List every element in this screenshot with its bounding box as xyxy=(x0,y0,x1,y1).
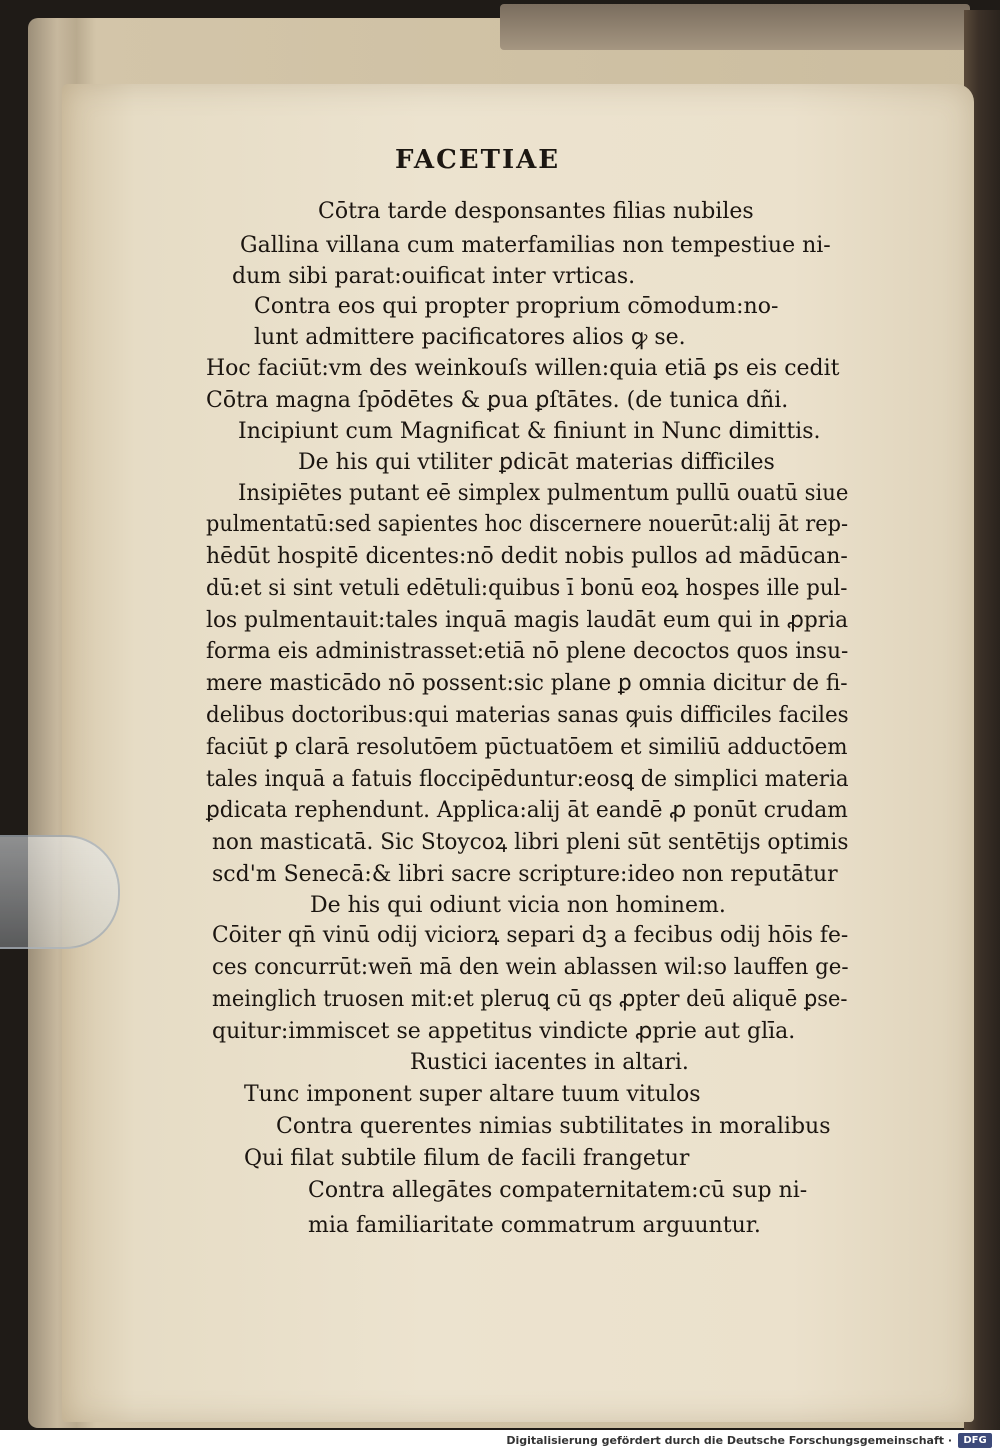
text-line: Cōiter qn̄ vinū odij viciorꝝ separi dꝫ a fecibus odij hōis fe- xyxy=(212,923,849,948)
text-line: hēdūt hospitē dicentes:nō dedit nobis pullos ad mādūcan- xyxy=(206,544,848,569)
text-line: ꝑdicata rephendunt. Applica:alij āt eandē ꝓ ponūt crudam xyxy=(206,798,848,823)
text-line: Hoc faciūt:vm des weinkouſs willen:quia etiā ꝑs eis cedit xyxy=(206,356,840,381)
text-line: Contra eos qui propter proprium cōmodum:no- xyxy=(254,294,779,319)
book-top-edge xyxy=(500,4,970,50)
page-clip xyxy=(0,835,120,949)
text-line: De his qui vtiliter ꝑdicāt materias difficiles xyxy=(298,450,775,475)
dfg-logo: DFG xyxy=(958,1433,992,1448)
text-line: delibus doctoribus:qui materias sanas ꝙuis difficiles faciles xyxy=(206,703,849,728)
text-line: los pulmentauit:tales inquā magis laudāt eum qui in ꝓpria xyxy=(206,608,849,633)
text-line: Cōtra magna ſpōdētes & ꝑua ꝑſtātes. (de tunica dñi. xyxy=(206,388,789,413)
text-line: mia familiaritate commatrum arguuntur. xyxy=(308,1213,761,1238)
text-line: Insipiētes putant eē simplex pulmentum pullū ouatū siue xyxy=(238,481,849,506)
text-line: De his qui odiunt vicia non hominem. xyxy=(310,893,726,918)
text-line: dū:et si sint vetuli edētuli:quibus ī bonū eoꝝ hospes ille pul- xyxy=(206,576,848,601)
text-line: Qui filat subtile filum de facili frangetur xyxy=(244,1146,690,1171)
text-line: quitur:immiscet se appetitus vindicte ꝓprie aut glīa. xyxy=(212,1019,796,1044)
text-line: mere masticādo nō possent:sic plane ꝑ omnia dicitur de fi- xyxy=(206,671,848,696)
text-line: Contra allegātes compaternitatem:cū sup ni- xyxy=(308,1178,808,1203)
text-line: meinglich truosen mit:et pleruꝗ cū qs ꝓpter deū aliquē ꝑse- xyxy=(212,987,848,1012)
funding-notice: Digitalisierung gefördert durch die Deutsche Forschungsgemeinschaft · xyxy=(506,1434,952,1447)
text-line: Gallina villana cum materfamilias non tempestiue ni- xyxy=(240,233,831,258)
text-line: dum sibi parat:ouificat inter vrticas. xyxy=(232,264,636,289)
text-line: tales inquā a fatuis floccipēduntur:eosꝗ de simplici materia xyxy=(206,767,849,792)
text-line: pulmentatū:sed sapientes hoc discernere nouerūt:alij āt rep- xyxy=(206,512,849,537)
page-header: FACETIAE xyxy=(395,145,561,175)
text-line: Tunc imponent super altare tuum vitulos xyxy=(244,1082,701,1107)
text-line: Cōtra tarde desponsantes filias nubiles xyxy=(318,199,754,224)
text-line: lunt admittere pacificatores alios ꝙ se. xyxy=(254,325,686,350)
footer-bar xyxy=(0,1430,1000,1453)
text-line: faciūt ꝑ clarā resolutōem pūctuatōem et similiū adductōem xyxy=(206,735,848,760)
text-line: Contra querentes nimias subtilitates in moralibus xyxy=(276,1114,831,1139)
text-line: forma eis administrasset:etiā nō plene decoctos quos insu- xyxy=(206,639,849,664)
text-line: scd'm Senecā:& libri sacre scripture:ideo non reputātur xyxy=(212,862,838,887)
text-line: Rustici iacentes in altari. xyxy=(410,1050,689,1075)
text-line: non masticatā. Sic Stoycoꝝ libri pleni sūt sentētijs optimis xyxy=(212,830,849,855)
text-line: Incipiunt cum Magnificat & finiunt in Nunc dimittis. xyxy=(238,419,821,444)
text-line: ces concurrūt:wen̄ mā den wein ablassen wil:so lauffen ge- xyxy=(212,955,849,980)
